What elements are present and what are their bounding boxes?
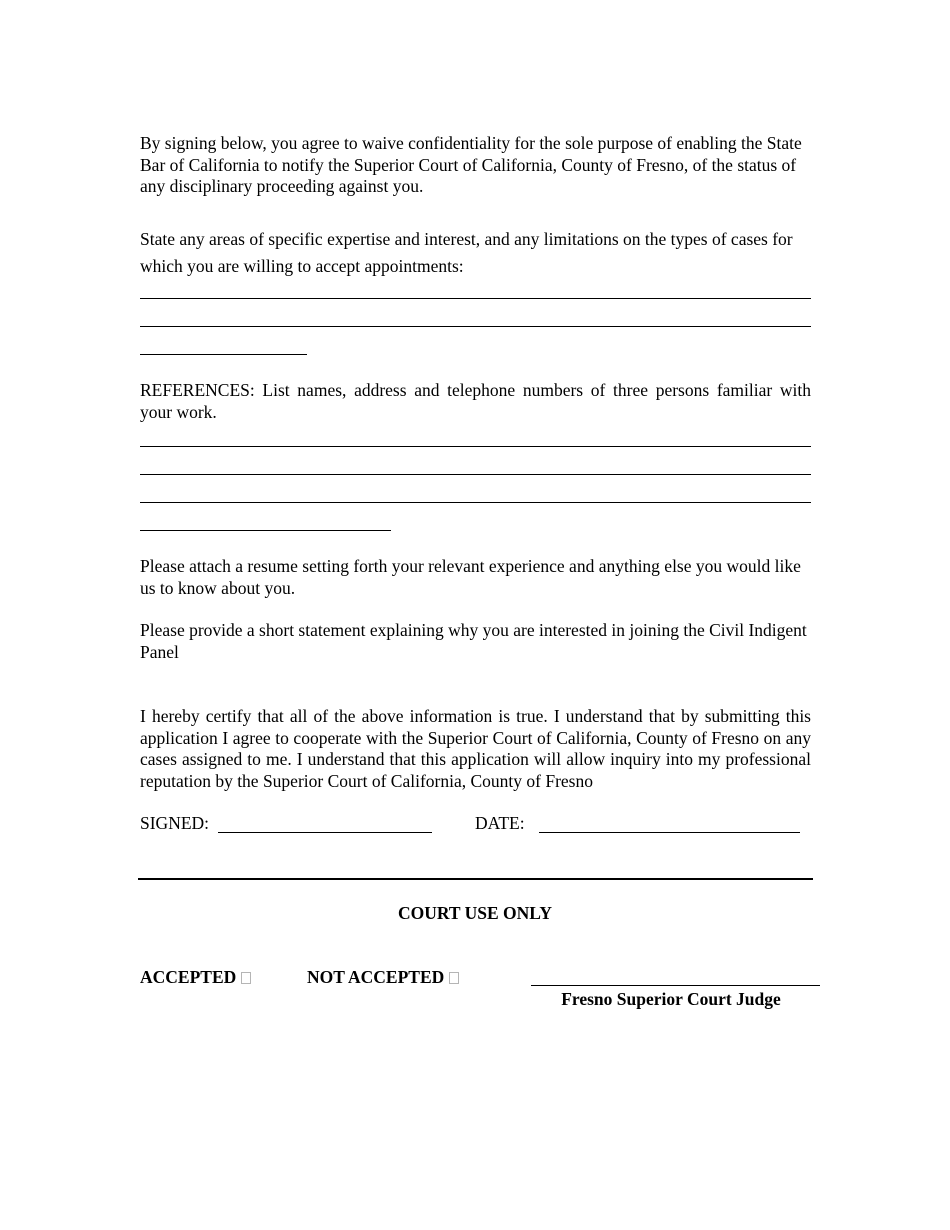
court-use-heading: COURT USE ONLY: [397, 903, 552, 923]
not-accepted-label: NOT ACCEPTED: [307, 967, 445, 987]
accepted-checkbox[interactable]: [241, 972, 251, 984]
court-section-divider: [138, 878, 813, 880]
expertise-line-2[interactable]: [140, 326, 811, 327]
signature-line[interactable]: [218, 832, 432, 833]
references-line-1[interactable]: [140, 446, 811, 447]
expertise-line-1[interactable]: [140, 298, 811, 299]
not-accepted-option[interactable]: [307, 967, 459, 988]
expertise-prompt: State any areas of specific expertise and interest, and any limitations on the types of cases for which you are willing to accept appointments:: [140, 229, 793, 276]
judge-signature-line[interactable]: [531, 985, 820, 986]
statement-instruction: Please provide a short statement explaining why you are interested in joining the Civil Indigent Panel: [140, 620, 807, 662]
references-prompt: REFERENCES: List names, address and telephone numbers of three persons familiar with your work.: [140, 380, 811, 422]
accepted-option[interactable]: [140, 967, 251, 988]
resume-instruction: Please attach a resume setting forth your relevant experience and anything else you would like us to know about you.: [140, 556, 801, 598]
date-line[interactable]: [539, 832, 800, 833]
references-line-4[interactable]: [140, 530, 391, 531]
certification-text: I hereby certify that all of the above information is true. I understand that by submitting this application I agree to cooperate with the Superior Court of California, County of Fresno on any cases assigned to me. I understand that this application will allow inquiry into my professional reputation by the Superior Court of California, County of Fresno: [140, 706, 811, 791]
not-accepted-checkbox[interactable]: [449, 972, 459, 984]
references-line-3[interactable]: [140, 502, 811, 503]
signed-label: SIGNED:: [140, 813, 210, 833]
expertise-line-3[interactable]: [140, 354, 307, 355]
accepted-label: ACCEPTED: [140, 967, 237, 987]
judge-label: Fresno Superior Court Judge: [561, 989, 781, 1009]
confidentiality-waiver-text: By signing below, you agree to waive confidentiality for the sole purpose of enabling the State Bar of California to notify the Superior Court of California, County of Fresno, of the status of any disciplinary proceeding against you.: [140, 133, 802, 196]
date-label: DATE:: [475, 813, 525, 833]
references-line-2[interactable]: [140, 474, 811, 475]
